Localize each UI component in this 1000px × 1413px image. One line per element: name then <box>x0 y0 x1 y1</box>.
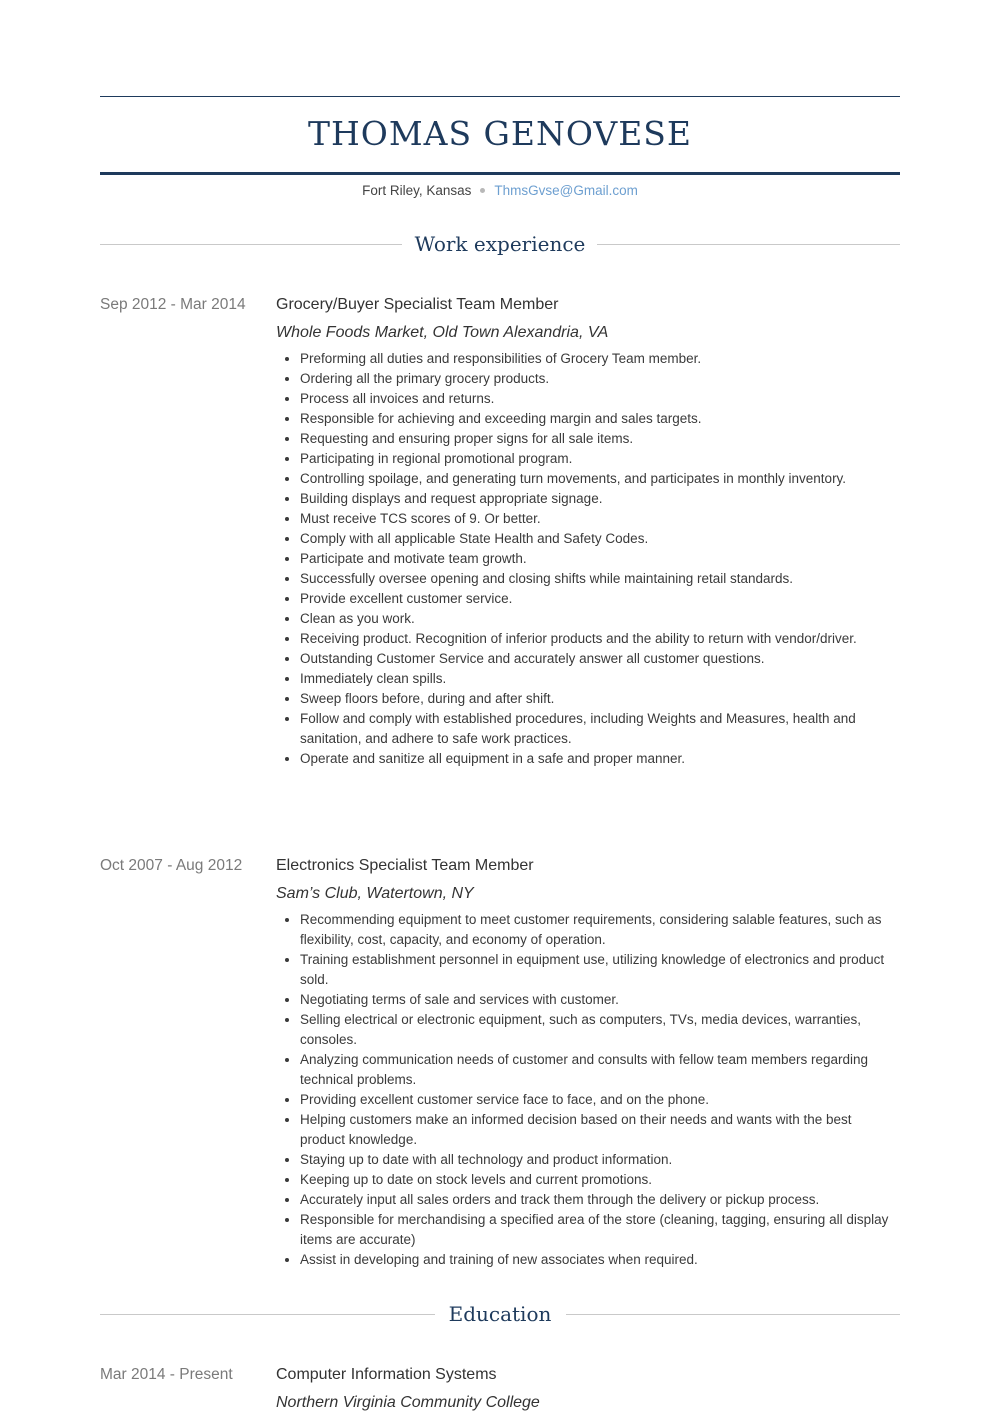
candidate-name: THOMAS GENOVESE <box>308 114 692 153</box>
duty-item: • Accurately input all sales orders and track them through the delivery or pickup process. <box>300 1190 900 1210</box>
duty-item: • Participate and motivate team growth. <box>300 549 900 569</box>
job-dates: Sep 2012 - Mar 2014 <box>100 296 246 313</box>
duty-item: • Assist in developing and training of new associates when required. <box>300 1250 900 1270</box>
duty-item: • Clean as you work. <box>300 609 900 629</box>
duty-item: • Sweep floors before, during and after shift. <box>300 689 900 709</box>
degree: Computer Information Systems <box>276 1366 497 1383</box>
duty-item: • Building displays and request appropriate signage. <box>300 489 900 509</box>
section-title: Education <box>448 1302 552 1326</box>
duty-item: • Successfully oversee opening and closing shifts while maintaining retail standards. <box>300 569 900 589</box>
job-duties <box>276 349 900 769</box>
education-body <box>276 1365 900 1413</box>
duty-item: • Keeping up to date on stock levels and current promotions. <box>300 1170 900 1190</box>
duty-item: • Negotiating terms of sale and services with customer. <box>300 990 900 1010</box>
duty-item: • Helping customers make an informed decision based on their needs and wants with the best product knowledge. <box>300 1110 900 1150</box>
job-employer: Whole Foods Market, Old Town Alexandria, VA <box>276 324 609 341</box>
job-body <box>276 856 900 1270</box>
job-body <box>276 295 900 769</box>
duty-item: • Controlling spoilage, and generating turn movements, and participates in monthly inventory. <box>300 469 900 489</box>
duty-item: • Follow and comply with established procedures, including Weights and Measures, health and sanitation, and adhere to safe work practices. <box>300 709 900 749</box>
separator-dot-icon <box>480 188 485 193</box>
duty-item: • Process all invoices and returns. <box>300 389 900 409</box>
job-duties <box>276 910 900 1270</box>
duty-item: • Providing excellent customer service face to face, and on the phone. <box>300 1090 900 1110</box>
duty-item: • Participating in regional promotional program. <box>300 449 900 469</box>
education-header <box>100 1299 900 1329</box>
duty-item: • Provide excellent customer service. <box>300 589 900 609</box>
duty-item: • Operate and sanitize all equipment in a safe and proper manner. <box>300 749 900 769</box>
duty-item: • Outstanding Customer Service and accurately answer all customer questions. <box>300 649 900 669</box>
duty-item: • Responsible for achieving and exceeding margin and sales targets. <box>300 409 900 429</box>
header-top-rule <box>100 96 900 97</box>
duty-item: • Staying up to date with all technology and product information. <box>300 1150 900 1170</box>
duty-item: • Receiving product. Recognition of inferior products and the ability to return with vendor/driver. <box>300 629 900 649</box>
duty-item: • Requesting and ensuring proper signs for all sale items. <box>300 429 900 449</box>
duty-item: • Analyzing communication needs of customer and consults with fellow team members regarding technical problems. <box>300 1050 900 1090</box>
duty-item: • Selling electrical or electronic equipment, such as computers, TVs, media devices, warranties, consoles. <box>300 1010 900 1050</box>
job-title: Electronics Specialist Team Member <box>276 857 534 874</box>
section-title: Work experience <box>414 232 586 256</box>
school: Northern Virginia Community College <box>276 1394 540 1411</box>
duty-item: • Must receive TCS scores of 9. Or better. <box>300 509 900 529</box>
duty-item: • Recommending equipment to meet customer requirements, considering salable features, such as flexibility, cost, capacity, and economy of operation. <box>300 910 900 950</box>
duty-item: • Training establishment personnel in equipment use, utilizing knowledge of electronics and product sold. <box>300 950 900 990</box>
duty-item: • Immediately clean spills. <box>300 669 900 689</box>
education-dates: Mar 2014 - Present <box>100 1366 233 1383</box>
duty-item: • Preforming all duties and responsibilities of Grocery Team member. <box>300 349 900 369</box>
header-bottom-rule <box>100 172 900 175</box>
contact-line <box>100 182 900 200</box>
email-link[interactable]: ThmsGvse@Gmail.com <box>494 183 638 198</box>
job-employer: Sam’s Club, Watertown, NY <box>276 885 474 902</box>
job-dates: Oct 2007 - Aug 2012 <box>100 857 243 874</box>
location: Fort Riley, Kansas <box>362 183 472 198</box>
work-experience-header <box>100 229 900 259</box>
duty-item: • Comply with all applicable State Health and Safety Codes. <box>300 529 900 549</box>
duty-item: • Responsible for merchandising a specified area of the store (cleaning, tagging, ensuring all display items are accurate) <box>300 1210 900 1250</box>
duty-item: • Ordering all the primary grocery products. <box>300 369 900 389</box>
job-title: Grocery/Buyer Specialist Team Member <box>276 296 559 313</box>
